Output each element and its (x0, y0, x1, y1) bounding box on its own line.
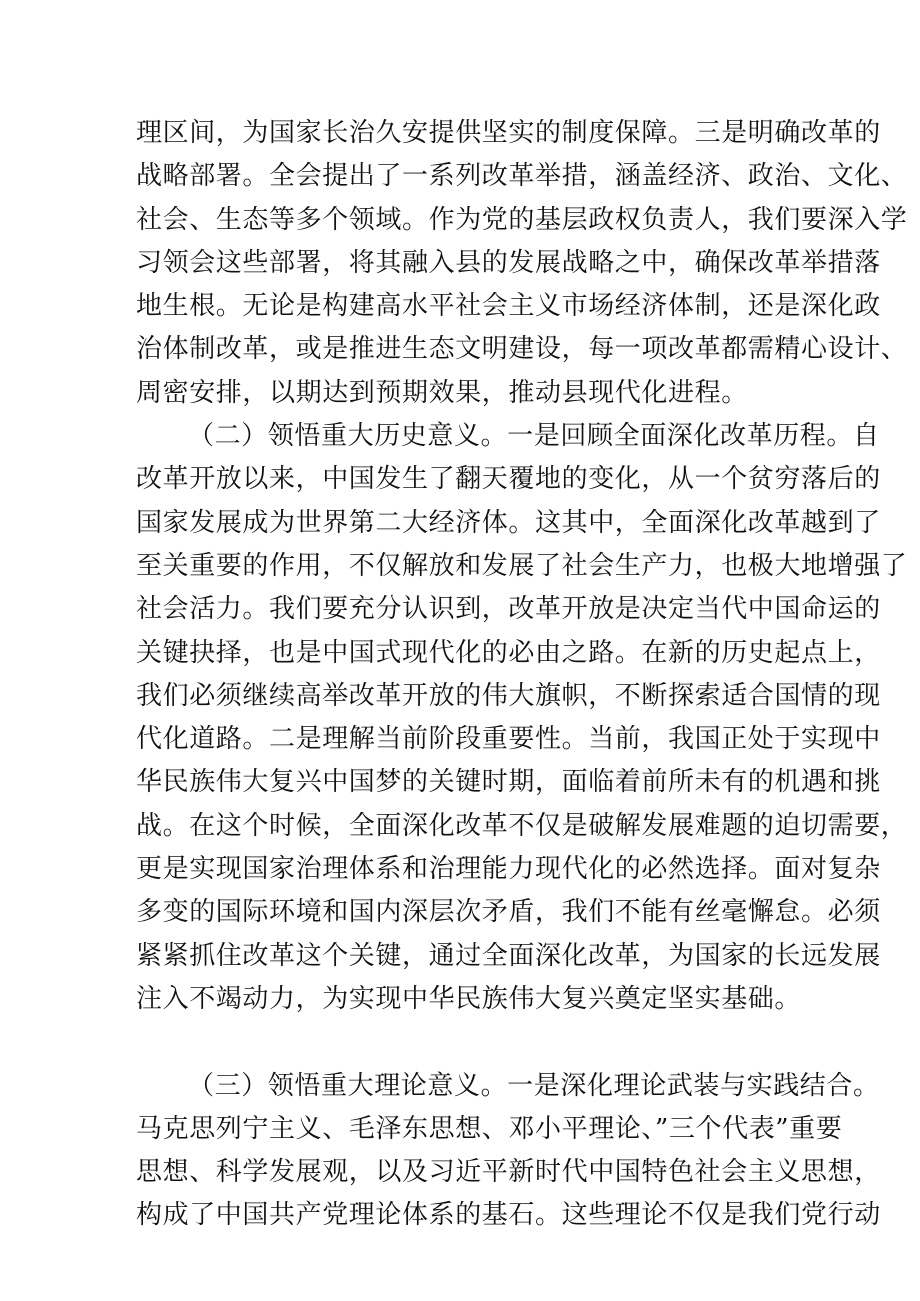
text-line: 习领会这些部署，将其融入县的发展战略之中，确保改革举措落 (136, 247, 881, 278)
text-line: 战。在这个时候，全面深化改革不仅是破解发展难题的迫切需要， (136, 810, 908, 841)
text-line: 周密安排，以期达到预期效果，推动县现代化进程。 (136, 377, 748, 408)
text-line: 马克思列宁主义、毛泽东思想、邓小平理论、”三个代表”重要 (136, 1113, 843, 1144)
text-line: 地生根。无论是构建高水平社会主义市场经济体制，还是深化政 (136, 291, 881, 322)
text-line: 国家发展成为世界第二大经济体。这其中，全面深化改革越到了 (136, 507, 881, 538)
text-line: （三）领悟重大理论意义。一是深化理论武装与实践结合。 (188, 1070, 880, 1101)
paragraph-1 (136, 112, 908, 415)
text-line: 战略部署。全会提出了一系列改革举措，涵盖经济、政治、文化、 (136, 161, 908, 192)
text-line: 至关重要的作用，不仅解放和发展了社会生产力，也极大地增强了 (136, 550, 908, 581)
text-line: 华民族伟大复兴中国梦的关键时期，面临着前所未有的机遇和挑 (136, 767, 881, 798)
text-line: 理区间，为国家长治久安提供坚实的制度保障。三是明确改革的 (136, 118, 881, 148)
text-line: 社会、生态等多个领域。作为党的基层政权负责人，我们要深入学 (136, 204, 908, 235)
text-line: 我们必须继续高举改革开放的伟大旗帜，不断探索适合国情的现 (136, 680, 881, 711)
paragraph-2 (136, 415, 908, 1064)
text-line: 注入不竭动力，为实现中华民族伟大复兴奠定坚实基础。 (136, 983, 802, 1014)
text-line: 思想、科学发展观，以及习近平新时代中国特色社会主义思想， (136, 1157, 881, 1188)
document-body (136, 112, 908, 1238)
text-line: 社会活力。我们要充分认识到，改革开放是决定当代中国命运的 (136, 594, 881, 625)
text-line: 代化道路。二是理解当前阶段重要性。当前，我国正处于实现中 (136, 724, 881, 755)
text-line: 多变的国际环境和国内深层次矛盾，我们不能有丝毫懈怠。必须 (136, 897, 881, 928)
text-line (136, 1021, 796, 1064)
paragraph-3 (136, 1065, 881, 1238)
text-line: 紧紧抓住改革这个关键，通过全面深化改革，为国家的长远发展 (136, 940, 881, 971)
text-line: 改革开放以来，中国发生了翻天覆地的变化，从一个贫穷落后的 (136, 464, 881, 495)
text-line: 关键抉择，也是中国式现代化的必由之路。在新的历史起点上， (136, 637, 881, 668)
text-line: 更是实现国家治理体系和治理能力现代化的必然选择。面对复杂 (136, 854, 881, 885)
text-line: （二）领悟重大历史意义。一是回顾全面深化改革历程。自 (188, 421, 880, 452)
text-line: 构成了中国共产党理论体系的基石。这些理论不仅是我们党行动 (136, 1200, 881, 1231)
text-line: 治体制改革，或是推进生态文明建设，每一项改革都需精心设计、 (136, 334, 908, 365)
